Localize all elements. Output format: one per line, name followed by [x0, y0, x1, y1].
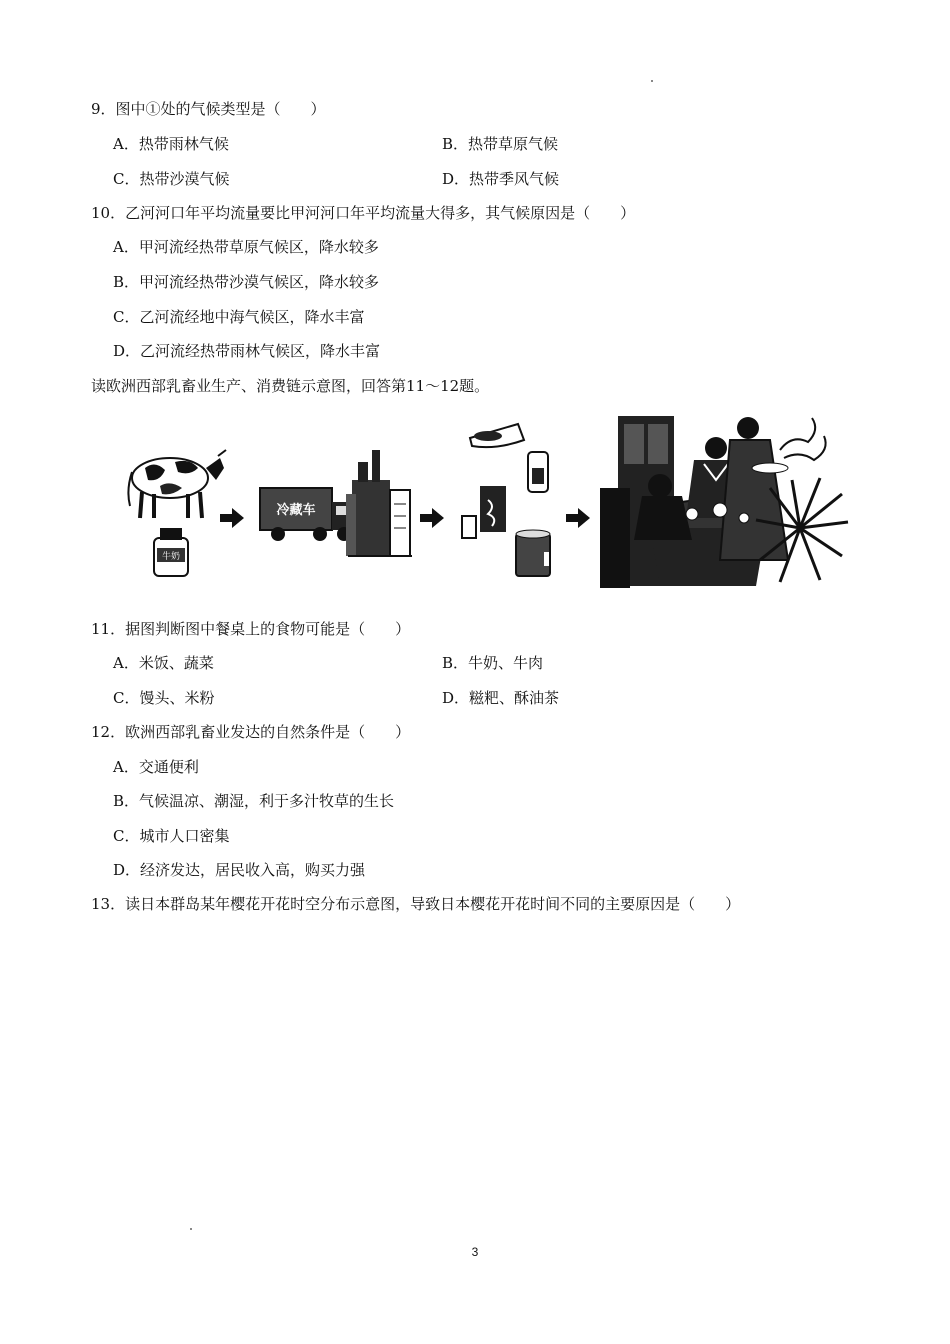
q12-stem: 12．欧洲西部乳畜业发达的自然条件是（ ）: [91, 723, 411, 741]
q9-option-b[interactable]: B．热带草原气候: [442, 135, 559, 153]
q11-option-d[interactable]: D．糍粑、酥油茶: [442, 689, 560, 707]
scan-speck: [651, 80, 653, 82]
dairy-products-icon: [462, 424, 550, 576]
q10-option-a[interactable]: A．甲河流经热带草原气候区，降水较多: [113, 238, 379, 256]
arrow-icon: [420, 508, 444, 528]
dining-scene-icon: [600, 416, 848, 588]
scan-speck: [190, 1228, 192, 1230]
q12-option-c[interactable]: C．城市人口密集: [113, 827, 230, 845]
q11-option-c[interactable]: C．馒头、米粉: [113, 689, 215, 707]
cow-icon: [128, 450, 226, 518]
q9-stem: 9．图中①处的气候类型是（ ）: [91, 100, 326, 118]
q10-option-b[interactable]: B．甲河流经热带沙漠气候区，降水较多: [113, 273, 380, 291]
factory-icon: [346, 450, 412, 556]
q12-option-b[interactable]: B．气候温凉、潮湿，利于多汁牧草的生长: [113, 792, 395, 810]
milk-can-icon: [154, 528, 188, 576]
q11-option-b[interactable]: B．牛奶、牛肉: [442, 654, 544, 672]
q9-option-c[interactable]: C．热带沙漠气候: [113, 170, 230, 188]
milk-can-label: 牛奶: [161, 552, 181, 562]
q12-option-d[interactable]: D．经济发达，居民收入高，购买力强: [113, 861, 366, 879]
q10-stem: 10．乙河河口年平均流量要比甲河河口年平均流量大得多，其气候原因是（ ）: [91, 204, 636, 222]
q11-option-a[interactable]: A．米饭、蔬菜: [113, 654, 214, 672]
q9-option-a[interactable]: A．热带雨林气候: [113, 135, 229, 153]
page-number: 3: [471, 1245, 479, 1259]
q10-option-d[interactable]: D．乙河流经热带雨林气候区，降水丰富: [113, 342, 381, 360]
arrow-icon: [566, 508, 590, 528]
q11-stem: 11．据图判断图中餐桌上的食物可能是（ ）: [91, 620, 411, 638]
refrigerated-truck-icon: [260, 488, 354, 541]
q12-option-a[interactable]: A．交通便利: [113, 758, 199, 776]
q13-stem: 13．读日本群岛某年樱花开花时空分布示意图，导致日本樱花开花时间不同的主要原因是（ ）: [91, 895, 741, 913]
intro-q11-12: 读欧洲西部乳畜业生产、消费链示意图，回答第11～12题。: [91, 377, 490, 395]
q9-option-d[interactable]: D．热带季风气候: [442, 170, 560, 188]
arrow-icon: [220, 508, 244, 528]
truck-label: 冷藏车: [276, 503, 316, 518]
dairy-chain-figure: [120, 410, 850, 595]
q10-option-c[interactable]: C．乙河流经地中海气候区，降水丰富: [113, 308, 365, 326]
